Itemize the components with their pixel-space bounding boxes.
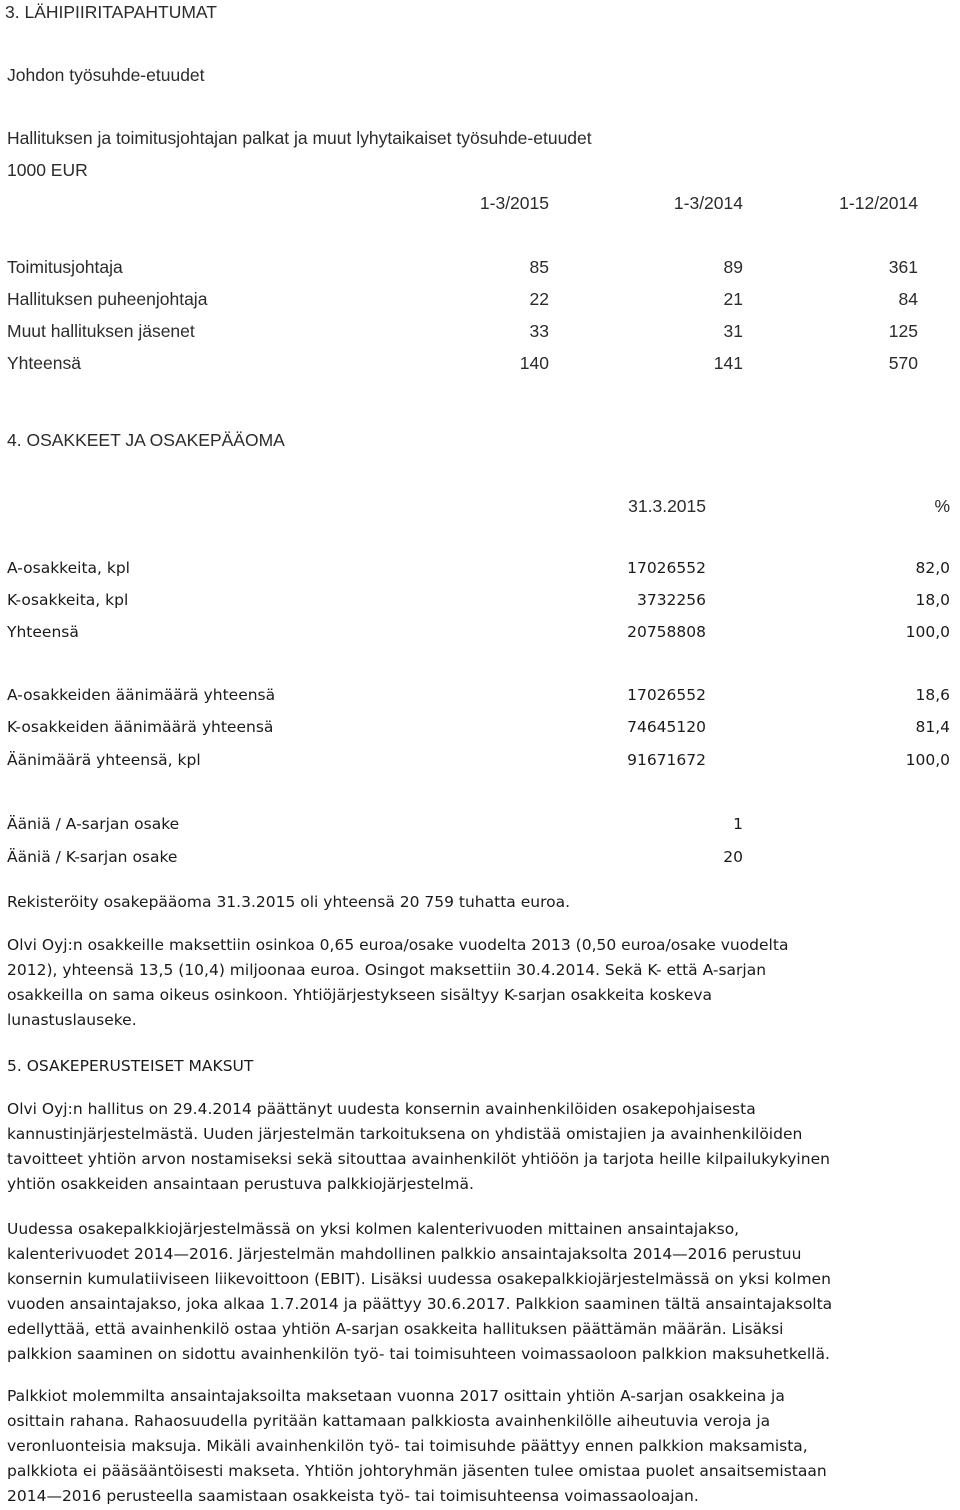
text-line: palkkion saaminen on sidottu avainhenkilön työ- tai toimisuhteen voimassaoloon palkkion maksuhetkellä.: [7, 1345, 830, 1363]
text-line: Olvi Oyj:n osakkeille maksettiin osinkoa 0,65 euroa/osake vuodelta 2013 (0,50 euroa/osake vuodelta: [7, 936, 789, 954]
cell-value: 140: [519, 353, 549, 373]
table-row: [0, 717, 960, 737]
cell-value: 91671672: [627, 751, 706, 769]
text-line: lunastuslauseke.: [7, 1011, 137, 1029]
row-label: Muut hallituksen jäsenet: [7, 321, 195, 341]
cell-value: 74645120: [627, 718, 706, 736]
row-label: A-osakkeiden äänimäärä yhteensä: [7, 686, 276, 704]
cell-percent: 18,6: [915, 686, 950, 704]
cell-value: 570: [888, 353, 918, 373]
compensation-table-header: [0, 193, 960, 213]
cell-value: 141: [713, 353, 743, 373]
table-row: [0, 590, 960, 610]
table-row: [0, 321, 960, 341]
cell-percent: 100,0: [905, 751, 950, 769]
unit-label: 1000 EUR: [7, 160, 88, 180]
text-line: vuoden ansaintajakso, joka alkaa 1.7.2014 ja päättyy 30.6.2017. Palkkion saaminen tältä ansaintajaksolta: [7, 1295, 833, 1313]
column-header: 1-12/2014: [839, 193, 918, 213]
table-row-total: [0, 750, 960, 770]
row-label: K-osakkeita, kpl: [7, 591, 129, 609]
votes-per-share-row: [0, 814, 960, 834]
cell-value: 84: [898, 289, 918, 309]
row-label: K-osakkeiden äänimäärä yhteensä: [7, 718, 274, 736]
cell-value: 1: [733, 815, 743, 833]
column-header: 31.3.2015: [628, 496, 706, 516]
text-line: 2012), yhteensä 13,5 (10,4) miljoonaa euroa. Osingot maksettiin 30.4.2014. Sekä K- että A-sarjan: [7, 961, 767, 979]
row-label: Yhteensä: [7, 353, 81, 373]
cell-value: 85: [529, 257, 549, 277]
table-row: [0, 257, 960, 277]
cell-value: 125: [888, 321, 918, 341]
cell-value: 31: [723, 321, 743, 341]
table-row: [0, 685, 960, 705]
cell-percent: 82,0: [915, 559, 950, 577]
registered-capital-text: [7, 890, 953, 915]
text-line: konsernin kumulatiiviseen liikevoittoon (EBIT). Lisäksi uudessa osakepalkkiojärjestelmässä on yksi kolmen: [7, 1270, 831, 1288]
text-line: 2014—2016 perusteella saamistaan osakkeista työ- tai toimisuhteensa voimassaoloajan.: [7, 1487, 699, 1505]
text-line: tavoitteet yhtiön arvon nostamiseksi sekä sitouttaa avainhenkilöt yhtiöön ja tarjota heille kilpailukykyinen: [7, 1150, 830, 1168]
table-row: [0, 289, 960, 309]
text-line: Olvi Oyj:n hallitus on 29.4.2014 päättänyt uudesta konsernin avainhenkilöiden osakepohjaisesta: [7, 1100, 756, 1118]
row-label: Yhteensä: [7, 623, 79, 641]
cell-percent: 100,0: [905, 623, 950, 641]
shares-table-header: [0, 496, 960, 516]
cell-value: 3732256: [636, 591, 706, 609]
incentive-paragraph-3: [7, 1384, 953, 1509]
row-label: A-osakkeita, kpl: [7, 559, 130, 577]
text-line: edellyttää, että avainhenkilö ostaa yhtiön A-sarjan osakkeita hallituksen päättämän määrän. Lisäksi: [7, 1320, 784, 1338]
row-label: Äänimäärä yhteensä, kpl: [7, 751, 201, 769]
cell-value: 89: [723, 257, 743, 277]
table-row-total: [0, 622, 960, 642]
cell-value: 33: [529, 321, 549, 341]
dividend-paragraph: [7, 933, 953, 1033]
incentive-paragraph-2: [7, 1217, 953, 1367]
column-header: 1-3/2014: [673, 193, 743, 213]
text-line: kannustinjärjestelmästä. Uuden järjestelmän tarkoituksena on yhdistää omistajien ja avainhenkilöiden: [7, 1125, 803, 1143]
cell-percent: 18,0: [915, 591, 950, 609]
text-line: osakkeilla on sama oikeus osinkoon. Yhtiöjärjestykseen sisältyy K-sarjan osakkeita koskeva: [7, 986, 713, 1004]
cell-value: 21: [723, 289, 743, 309]
cell-value: 361: [888, 257, 918, 277]
cell-value: 20758808: [627, 623, 706, 641]
cell-value: 17026552: [627, 559, 706, 577]
incentive-paragraph-1: [7, 1097, 953, 1197]
section-4-heading: 4. OSAKKEET JA OSAKEPÄÄOMA: [7, 430, 285, 450]
section-3-heading: 3. LÄHIPIIRITAPAHTUMAT: [5, 2, 217, 22]
votes-per-share-row: [0, 847, 960, 867]
compensation-table-title: Hallituksen ja toimitusjohtajan palkat ja muut lyhytaikaiset työsuhde-etuudet: [7, 128, 592, 148]
text-line: veronluonteisia maksuja. Mikäli avainhenkilön työ- tai toimisuhde päättyy ennen palkkion maksamista,: [7, 1437, 808, 1455]
row-label: Ääniä / K-sarjan osake: [7, 848, 178, 866]
cell-percent: 81,4: [915, 718, 950, 736]
cell-value: 22: [529, 289, 549, 309]
text-line: palkkiota ei pääsääntöisesti makseta. Yhtiön johtoryhmän jäsenten tulee omistaa puolet ansaitsemistaan: [7, 1462, 827, 1480]
text-line: Palkkiot molemmilta ansaintajaksoilta maksetaan vuonna 2017 osittain yhtiön A-sarjan osakkeina ja: [7, 1387, 785, 1405]
text-line: kalenterivuodet 2014—2016. Järjestelmän mahdollinen palkkio ansaintajaksolta 2014—2016 perustuu: [7, 1245, 802, 1263]
section-3-subheading: Johdon työsuhde-etuudet: [7, 65, 205, 85]
text-line: osittain rahana. Rahaosuudella pyritään kattamaan palkkiosta avainhenkilölle aiheutuvia veroja ja: [7, 1412, 771, 1430]
row-label: Hallituksen puheenjohtaja: [7, 289, 208, 309]
column-header: 1-3/2015: [479, 193, 549, 213]
text-line: yhtiön osakkeiden ansaintaan perustuva palkkiojärjestelmä.: [7, 1175, 474, 1193]
section-5-heading: [7, 1054, 953, 1079]
table-row-total: [0, 353, 960, 373]
cell-value: 20: [723, 848, 743, 866]
text-line: Rekisteröity osakepääoma 31.3.2015 oli yhteensä 20 759 tuhatta euroa.: [7, 893, 571, 911]
heading-text: 5. OSAKEPERUSTEISET MAKSUT: [7, 1057, 254, 1075]
column-header: %: [934, 496, 950, 516]
cell-value: 17026552: [627, 686, 706, 704]
row-label: Ääniä / A-sarjan osake: [7, 815, 180, 833]
row-label: Toimitusjohtaja: [7, 257, 123, 277]
table-row: [0, 558, 960, 578]
text-line: Uudessa osakepalkkiojärjestelmässä on yksi kolmen kalenterivuoden mittainen ansaintajakso,: [7, 1220, 740, 1238]
